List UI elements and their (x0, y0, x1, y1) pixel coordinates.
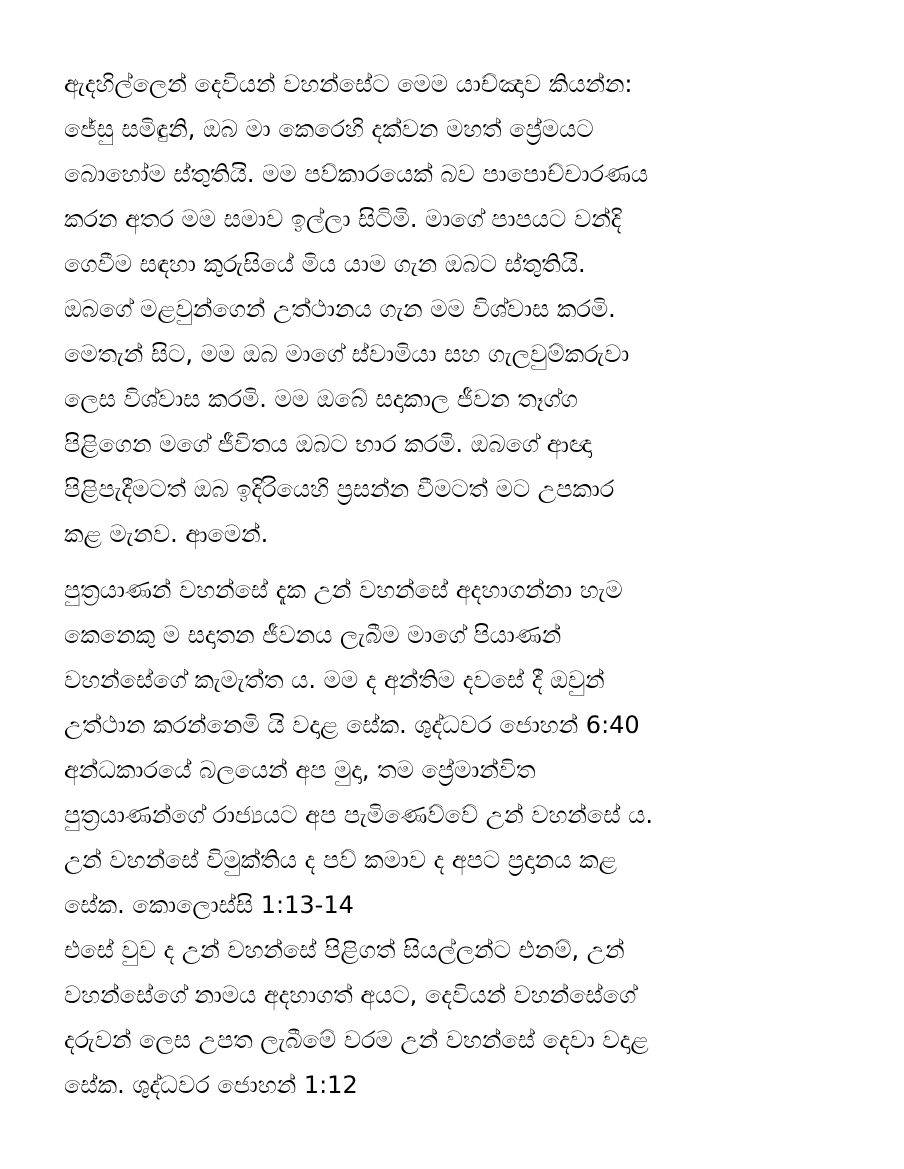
text-line: උත්ථාන කරන්නෙමි යි වදාළ සේක. ශුද්ධවර ජොහන් 6:40 (64, 711, 640, 739)
text-line: කරන අතර මම සමාව ඉල්ලා සිටිමි. මාගේ පාපයට වන්දි (64, 205, 622, 233)
text-line: වහන්සේගේ නාමය අදහාගත් අයට, දෙවියන් වහන්සේගේ (64, 981, 637, 1009)
text-line: සේක. කොලොස්සි 1:13-14 (64, 891, 354, 919)
text-line: වහන්සේගේ කැමැත්ත ය. මම ද අන්තිම දවසේ දී ඔවුන් (64, 666, 605, 694)
text-line: පිළිපැදීමටත් ඔබ ඉදිරියෙහි ප්‍රසන්න වීමටත් මට උපකාර (64, 475, 615, 503)
text-line: පුත්‍රයාණන්ගේ රාජ්‍යයට අප පැමිණෙව්වේ උන් වහන්සේ ය. (64, 801, 653, 829)
text-line: ඔබගේ මළවුන්ගෙන් උත්ථානය ගැන මම විශ්වාස කරමි. (64, 295, 616, 323)
text-line: උන් වහන්සේ විමුක්තිය ද පව් කමාව ද අපට ප්‍රදානය කළ (64, 846, 617, 874)
text-line: එසේ වුව ද උන් වහන්සේ පිළිගත් සියල්ලන්ට එනම්, උන් (64, 936, 625, 964)
text-line: ඇදහිල්ලෙන් දෙවියන් වහන්සේට මෙම යාච්ඤාව කියන්න: (64, 70, 633, 98)
text-line: ලෙස විශ්වාස කරමි. මම ඔබේ සදාකාල ජීවන තෑග්ග (64, 385, 578, 413)
text-line: කෙනෙකු ම සදාතන ජීවනය ලැබීම මාගේ පියාණන් (64, 621, 562, 649)
text-line: පිළිගෙන මගේ ජීවිතය ඔබට භාර කරමි. ඔබගේ ආඥා (64, 430, 593, 458)
text-line: මෙතැන් සිට, මම ඔබ මාගේ ස්වාමියා සහ ගැලවුම්කරුවා (64, 340, 630, 368)
text-line: බොහෝම ස්තුතියි. මම පව්කාරයෙක් බව පාපොච්චාරණය (64, 160, 649, 188)
text-line: පුත්‍රයාණන් වහන්සේ දැක උන් වහන්සේ අදහාගන්නා හැම (64, 576, 623, 604)
text-line: ජේසු සමිඳුනි, ඔබ මා කෙරෙහි දක්වන මහත් ප්‍රේමයට (64, 115, 594, 143)
text-line: ගෙවීම සඳහා කුරුසියේ මිය යාම ගැන ඔබට ස්තුතියි. (64, 250, 586, 278)
text-line: දරුවන් ලෙස උපත ලැබීමේ වරම උන් වහන්සේ දෙවා වදාළ (64, 1026, 649, 1054)
text-line: කළ මැනව. ආමෙන්. (64, 520, 269, 548)
scripture-paragraph (64, 568, 854, 1108)
text-line: අන්ධකාරයේ බලයෙන් අප මුදා, තම ප්‍රේමාන්විත (64, 756, 536, 784)
prayer-paragraph (64, 62, 854, 557)
text-line: සේක. ශුද්ධවර ජොහන් 1:12 (64, 1071, 358, 1099)
